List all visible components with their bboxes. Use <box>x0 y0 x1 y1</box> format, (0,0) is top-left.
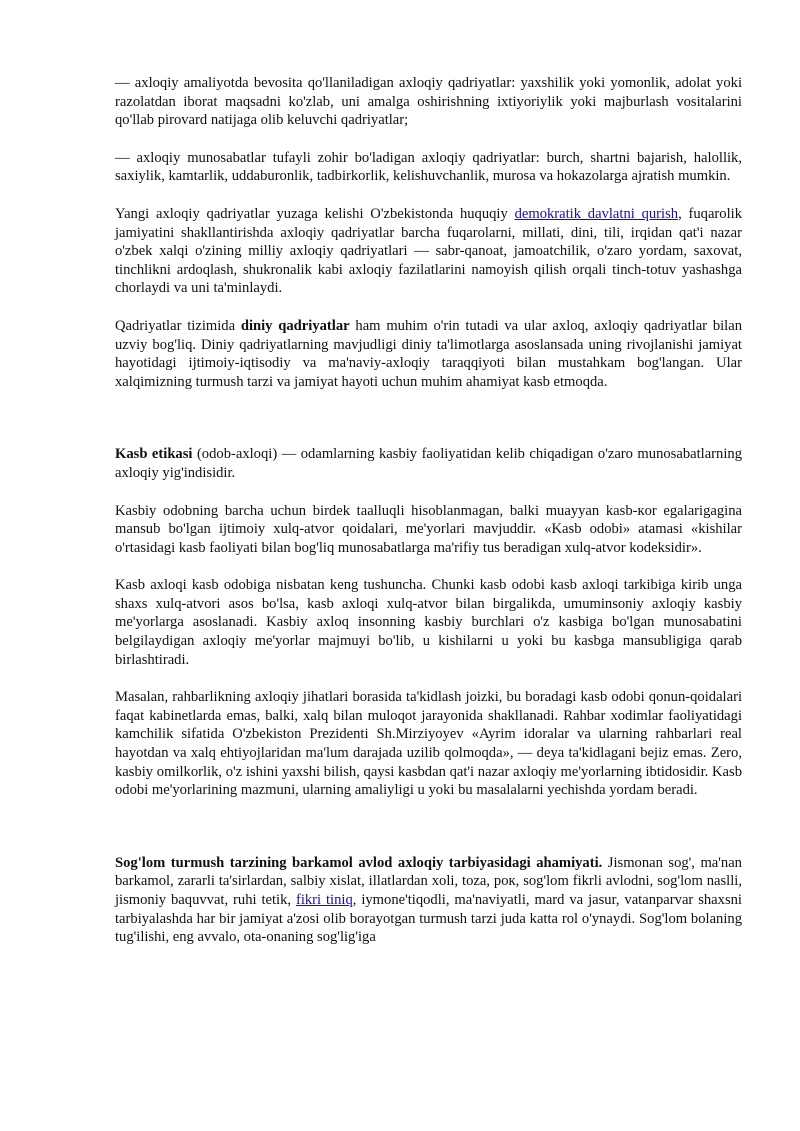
paragraph-professional-etiquette: Kasbiy odobning barcha uchun birdek taalluqli hisoblanmagan, balki muayyan kasb-кor egalarigagina mansub bo'lgan ijtimoiy xulq-atvor qoidalari, me'yorlari mavjuddir. «Kasb odobi» atamasi «kishilar o'rtasidagi kasb faoliyati bilan bog'liq munosabatlarga ma'rifiy tus beradigan xulq-atvor kodeksidir». <box>115 502 742 556</box>
bold-term: Kasb etikasi <box>115 446 193 463</box>
text-segment: (odob-axloqi) — odamlarning kasbiy faoliyatidan kelib chiqadigan o'zaro munosabatlarning axloqiy yig'indisidir. <box>115 446 742 481</box>
paragraph-professional-ethics <box>115 445 742 482</box>
text-segment: Yangi axloqiy qadriyatlar yuzaga kelishi O'zbekistonda huquqiy <box>115 205 515 222</box>
paragraph-leadership-ethics: Masalan, rahbarlikning axloqiy jihatlari borasida ta'kidlash joizki, bu boradagi kasb odobi qonun-qoidalari faqat kabinetlarda emas, balki, xalq bilan muloqot jarayonida shakllanadi. Rahbar xodimlar faoliyatidagi kamchilik sifatida O'zbekiston Prezidenti Sh.Mirziyoyev «Ayrim idoralar va ularning rahbarlari real hayotdan va xalq ehtiyojlaridan ma'lum darajada uzilib qolmoqda», — deya ta'kidlagani bejiz emas. Zero, kasbiy omilkorlik, o'z ishini yaxshi bilish, qaysi kasbdan qat'i nazar axloqiy me'yorlarning ibtidosidir. Kasb odobi me'yorlarining mazmuni, ularning amaliyligi u yoki bu masalalarni yechishda yordam beradi. <box>115 689 742 799</box>
paragraph-moral-relations: — axloqiy munosabatlar tufayli zohir bo'ladigan axloqiy qadriyatlar: burch, shartni bajarish, halollik, saxiylik, kamtarlik, uddaburonlik, tadbirkorlik, kelishuvchanlik, murosa va hokazolarga ajratish mumkin. <box>115 149 742 185</box>
paragraph-professional-morality: Kasb axloqi kasb odobiga nisbatan keng tushuncha. Chunki kasb odobi kasb axloqi tarkibiga kirib unga shaxs xulq-atvori asos bo'lsa, kasb axloqi xulq-atvor bilan birgalikda, umuminsoniy axloqiy kasbiy me'yorlarga asoslanadi. Kasbiy axloq insonning kasbiy burchlari o'z kasbiga bo'lgan munosabatini belgilaydigan axloqiy me'yorlar majmuyi bo'lib, u kishilarni u yoki bu kasbga mansubligiga qarab birlashtiradi. <box>115 577 742 668</box>
bold-term: diniy qadriyatlar <box>240 317 350 334</box>
text-segment: Jismonan sog', ma'nan barkamol, zararli ta'sirlardan, salbiy xislat, illatlardan xoli, toza, poк, sog'lom fikrli avlodni, sog'lom naslli, jismoniy baquvvat, ruhi tetik, <box>115 854 742 908</box>
paragraph-healthy-lifestyle <box>115 854 742 947</box>
text-segment: , fuqarolik jamiyatini shakllantirishda axloqiy qadriyatlar barcha fuqarolarni, millati, dini, tili, irqidan qat'i nazar o'zbek xalqi o'zining milliy axloqiy qadriyatlari — sabr-qanoat, jamoatchilik, o'zaro yordam, saxovat, tinchlikni ardoqlash, shukronalik kabi axloqiy fazilatlarini namoyish qilish orqali tinch-totuv yashashga chorlaydi va uni ta'minlaydi. <box>115 205 742 297</box>
paragraph-new-values <box>115 205 742 298</box>
link-clear-thought[interactable]: fikri tiniq <box>295 892 353 908</box>
bold-heading: Sog'lom turmush tarzining barkamol avlod axloqiy tarbiyasidagi ahamiyati. <box>115 854 603 871</box>
text-segment: Qadriyatlar tizimida <box>115 317 241 334</box>
text-segment: ham muhim o'rin tutadi va ular axloq, axloqiy qadriyatlar bilan uzviy bog'liq. Diniy qadriyatlarning mavjudligi diniy ta'limotlarga asoslansada uning rivojlanishi jamiyat hayotidagi ijtimoiy-iqtisodiy va ma'naviy-axloqiy taraqqiyoti bilan mustahkam bog'langan. Ular xalqimizning turmush tarzi va jamiyat hayoti uchun muhim ahamiyat kasb etmoqda. <box>115 317 743 390</box>
paragraph-religious-values <box>115 317 742 391</box>
paragraph-moral-practice: — axloqiy amaliyotda bevosita qo'llaniladigan axloqiy qadriyatlar: yaxshilik yoki yomonlik, adolat yoki razolatdan iborat maqsadni ko'zlab, uni amalga oshirishning ixtiyoriylik yoki majburlash vositalarini qo'llab pirovard natijaga olib keluvchi qadriyatlar; <box>115 75 742 129</box>
link-democratic-state[interactable]: demokratik davlatni qurish <box>514 205 679 222</box>
text-segment: , iymone'tiqodli, ma'naviyatli, mard va jasur, vatanparvar shaxsni tarbiyalashda har bir jamiyat a'zosi olib borayotgan turmush tarzi juda katta rol o'ynaydi. Sog'lom bolaning tug'ilishi, eng avvalo, ota-onaning sog'lig'iga <box>115 892 742 946</box>
